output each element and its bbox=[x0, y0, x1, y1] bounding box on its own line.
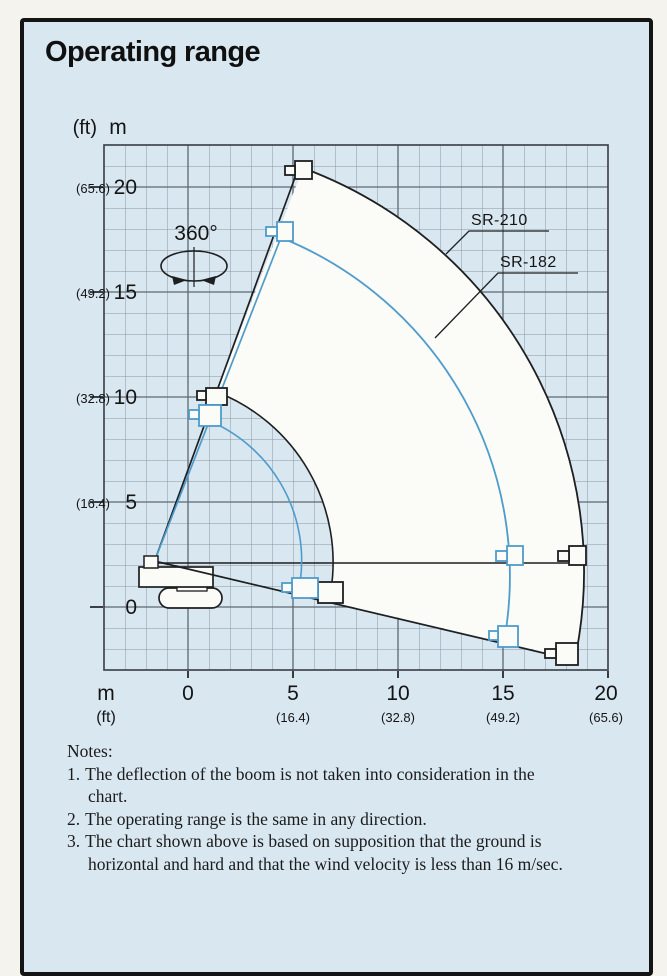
boom-pivot-icon bbox=[144, 556, 158, 568]
note-item-3 bbox=[67, 830, 575, 875]
note-number: 2. bbox=[67, 808, 81, 829]
note-item-1 bbox=[67, 763, 575, 808]
y-tick-15-ft: (49.2) bbox=[76, 286, 110, 301]
series-label-sr210: SR-210 bbox=[471, 212, 528, 229]
page-title: Operating range bbox=[45, 36, 260, 68]
x-tick-15: 15 bbox=[491, 682, 515, 705]
y-tick-15: 15 bbox=[113, 281, 137, 304]
note-number: 3. bbox=[67, 831, 81, 851]
x-tick-15-ft: (49.2) bbox=[486, 710, 520, 725]
x-axis-unit-ft: (ft) bbox=[96, 709, 116, 726]
notes-section bbox=[67, 740, 575, 875]
note-number: 1. bbox=[67, 763, 81, 784]
y-axis-unit-ft: (ft) bbox=[72, 117, 97, 139]
note-text: The operating range is the same in any direction. bbox=[85, 808, 427, 829]
x-tick-5-ft: (16.4) bbox=[276, 710, 310, 725]
x-tick-20-ft: (65.6) bbox=[589, 710, 623, 725]
note-text: The deflection of the boom is not taken into consideration in the chart. bbox=[85, 763, 535, 806]
y-axis-unit-m: m bbox=[109, 116, 127, 139]
y-tick-5-ft: (16.4) bbox=[76, 496, 110, 511]
y-tick-0: 0 bbox=[125, 596, 137, 619]
vehicle-body bbox=[139, 567, 213, 587]
x-tick-5: 5 bbox=[287, 682, 299, 705]
x-tick-0: 0 bbox=[182, 682, 194, 705]
x-tick-10: 10 bbox=[386, 682, 410, 705]
y-tick-5: 5 bbox=[125, 491, 137, 514]
y-tick-10-ft: (32.8) bbox=[76, 391, 110, 406]
note-item-2 bbox=[67, 808, 575, 831]
x-tick-20: 20 bbox=[594, 682, 618, 705]
note-text: The chart shown above is based on supposition that the ground is horizontal and hard and that the wind velocity is less than 16 m/sec. bbox=[85, 831, 563, 874]
x-tick-10-ft: (32.8) bbox=[381, 710, 415, 725]
x-axis-unit-m: m bbox=[97, 682, 115, 705]
rotation-label: 360° bbox=[174, 222, 218, 245]
notes-heading: Notes: bbox=[67, 741, 113, 761]
y-tick-20-ft: (65.6) bbox=[76, 181, 110, 196]
y-tick-20: 20 bbox=[113, 176, 137, 199]
y-tick-10: 10 bbox=[113, 386, 137, 409]
series-label-sr182: SR-182 bbox=[500, 254, 557, 271]
